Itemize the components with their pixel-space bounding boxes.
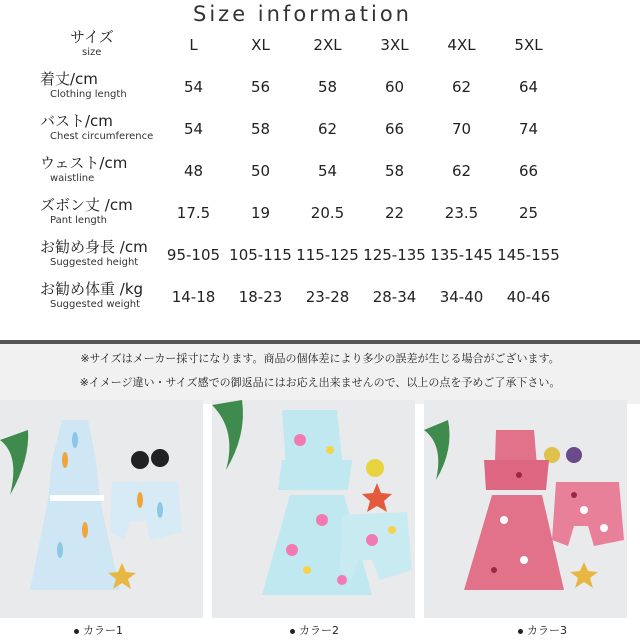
row-label — [40, 112, 160, 154]
bullet-icon — [290, 629, 295, 634]
table-row — [40, 238, 562, 280]
caption-color3 — [518, 622, 567, 638]
table-cell: 62 — [451, 78, 472, 96]
table-cell: 105-115 — [229, 246, 292, 264]
table-cell: 125-135 — [363, 246, 426, 264]
row-label-en: Suggested weight — [50, 299, 141, 310]
size-col-header: 4XL — [447, 36, 476, 54]
caption-color1 — [74, 622, 123, 638]
table-cell: 145-155 — [497, 246, 560, 264]
row-label — [40, 154, 160, 196]
size-col-header: 3XL — [380, 36, 409, 54]
table-cell: 25 — [518, 204, 539, 222]
table-cell: 62 — [451, 162, 472, 180]
size-table — [40, 28, 562, 322]
table-cell: 14-18 — [171, 288, 216, 306]
table-row — [40, 196, 562, 238]
table-cell: 28-34 — [372, 288, 417, 306]
table-cell: 40-46 — [506, 288, 551, 306]
row-label-jp: 着丈/cm — [40, 70, 98, 88]
size-col-header: L — [189, 36, 198, 54]
table-cell: 60 — [384, 78, 405, 96]
product-photo-color3 — [424, 400, 627, 618]
caption-label: カラー1 — [83, 624, 123, 637]
table-cell: 95-105 — [166, 246, 221, 264]
caption-label: カラー3 — [527, 624, 567, 637]
bullet-icon — [518, 629, 523, 634]
table-cell: 66 — [518, 162, 539, 180]
note-line: ※イメージ違い・サイズ感での御返品にはお応え出来ませんので、以上の点を予めご了承下さい。 — [79, 376, 561, 389]
row-label — [40, 70, 160, 112]
row-label-en: Clothing length — [50, 89, 127, 100]
table-cell: 23.5 — [444, 204, 479, 222]
row-label-en: Suggested height — [50, 257, 139, 268]
row-label — [40, 280, 160, 322]
color-photos — [0, 400, 640, 618]
table-row — [40, 70, 562, 112]
product-photo-color1 — [0, 400, 203, 618]
size-col-header: XL — [251, 36, 270, 54]
row-label-jp: バスト/cm — [40, 112, 113, 130]
size-col-header: 2XL — [313, 36, 342, 54]
table-cell: 19 — [250, 204, 271, 222]
table-cell: 70 — [451, 120, 472, 138]
table-cell: 23-28 — [305, 288, 350, 306]
table-row — [40, 280, 562, 322]
notes-band — [0, 340, 640, 404]
table-cell: 22 — [384, 204, 405, 222]
table-cell: 58 — [384, 162, 405, 180]
table-cell: 58 — [317, 78, 338, 96]
row-label-en: waistline — [50, 173, 95, 184]
table-cell: 74 — [518, 120, 539, 138]
table-cell: 34-40 — [439, 288, 484, 306]
table-row — [40, 112, 562, 154]
row-label-jp: ウェスト/cm — [40, 154, 128, 172]
header-label — [40, 28, 160, 70]
header-label-jp: サイズ — [70, 28, 114, 46]
table-cell: 64 — [518, 78, 539, 96]
caption-color2 — [290, 622, 339, 638]
table-cell: 20.5 — [310, 204, 345, 222]
row-label-jp: ズボン丈 /cm — [40, 196, 133, 214]
table-cell: 115-125 — [296, 246, 359, 264]
table-cell: 18-23 — [238, 288, 283, 306]
caption-label: カラー2 — [299, 624, 339, 637]
row-label-jp: お勧め体重 /kg — [40, 280, 144, 298]
table-cell: 62 — [317, 120, 338, 138]
row-label-en: Pant length — [50, 215, 108, 226]
size-col-header: 5XL — [514, 36, 543, 54]
table-row — [40, 154, 562, 196]
table-cell: 54 — [183, 78, 204, 96]
table-cell: 54 — [183, 120, 204, 138]
table-cell: 66 — [384, 120, 405, 138]
page-title: Size information — [193, 2, 412, 26]
table-cell: 58 — [250, 120, 271, 138]
product-photo-color2 — [212, 400, 415, 618]
row-label — [40, 196, 160, 238]
row-label — [40, 238, 160, 280]
bullet-icon — [74, 629, 79, 634]
table-cell: 48 — [183, 162, 204, 180]
header-label-en: size — [82, 47, 102, 58]
table-cell: 135-145 — [430, 246, 493, 264]
table-cell: 56 — [250, 78, 271, 96]
size-header-row — [40, 28, 562, 70]
table-cell: 50 — [250, 162, 271, 180]
color-captions — [0, 620, 640, 640]
table-cell: 54 — [317, 162, 338, 180]
note-line: ※サイズはメーカー採寸になります。商品の個体差により多少の誤差が生じる場合がございます。 — [80, 352, 560, 365]
row-label-en: Chest circumference — [50, 131, 154, 142]
table-cell: 17.5 — [176, 204, 211, 222]
row-label-jp: お勧め身長 /cm — [40, 238, 148, 256]
